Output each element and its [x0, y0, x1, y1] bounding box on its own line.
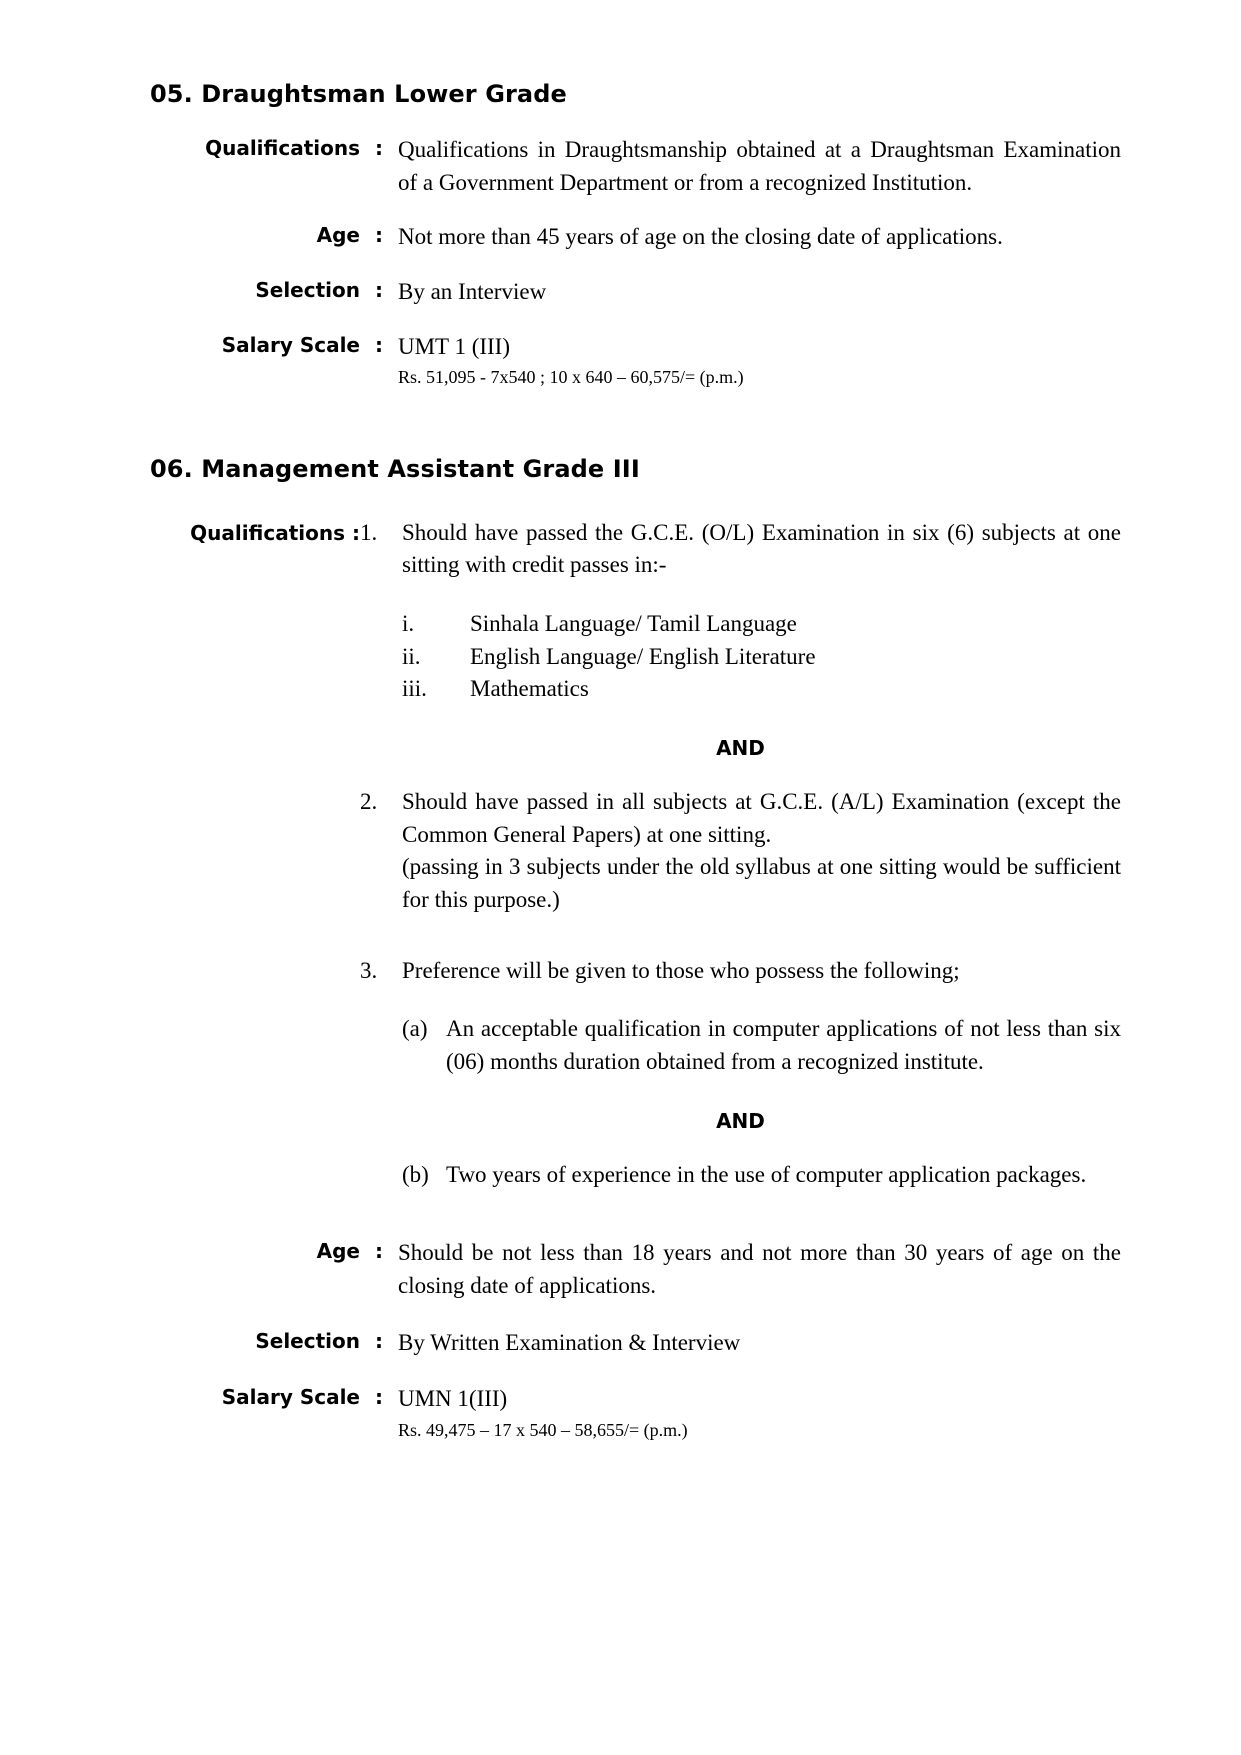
field-colon: :	[375, 332, 383, 357]
field-value-salary-scale-06	[398, 1383, 1121, 1443]
list-item	[402, 641, 1121, 674]
section-heading-06: 06. Management Assistant Grade III	[150, 454, 640, 483]
field-colon: :	[375, 1328, 383, 1353]
preference-item-b	[360, 1159, 1121, 1192]
field-label-salary-scale: Salary Scale	[221, 332, 360, 357]
field-colon: :	[375, 223, 383, 248]
preference-item-a-marker: (a)	[402, 1016, 428, 1042]
qualification-item-3-number: 3.	[360, 957, 378, 983]
field-value-qualifications: Qualifications in Draughtsmanship obtained at a Draughtsman Examination of a Government Department or from a recognized Institution.	[398, 137, 1121, 195]
field-colon: :	[375, 136, 383, 160]
salary-scale-code-06: UMN 1(III)	[398, 1386, 508, 1412]
qualification-item-1-text: Should have passed the G.C.E. (O/L) Examination in six (6) subjects at one sitting with credit passes in:-	[402, 519, 1121, 578]
roman-text: English Language/ English Literature	[470, 643, 816, 669]
field-row-selection	[150, 276, 1121, 309]
spacer	[360, 917, 1121, 955]
qualification-item-2	[360, 786, 1121, 851]
field-label-selection-06: Selection	[255, 1328, 360, 1353]
qualification-item-3-text: Preference will be given to those who possess the following;	[402, 957, 960, 983]
roman-number: iii.	[402, 676, 427, 702]
field-value-selection-06: By Written Examination & Interview	[398, 1329, 741, 1355]
salary-scale-detail: Rs. 51,095 - 7x540 ; 10 x 640 – 60,575/= (p.m.)	[398, 367, 744, 388]
field-value-age-06: Should be not less than 18 years and not more than 30 years of age on the closing date of applications.	[398, 1240, 1121, 1299]
roman-text: Sinhala Language/ Tamil Language	[470, 611, 797, 637]
roman-text: Mathematics	[470, 676, 589, 702]
field-colon: :	[375, 1385, 383, 1410]
preference-item-b-marker: (b)	[402, 1161, 429, 1187]
field-value-age: Not more than 45 years of age on the closing date of applications.	[398, 224, 1003, 250]
field-label-salary-scale-06: Salary Scale	[221, 1385, 360, 1410]
field-row-qualifications	[150, 134, 1121, 199]
salary-scale-code: UMT 1 (III)	[398, 333, 510, 359]
field-row-age	[150, 221, 1121, 254]
section-heading-05: 05. Draughtsman Lower Grade	[150, 80, 567, 108]
preference-item-a	[360, 1013, 1121, 1078]
and-connector-1: AND	[716, 736, 765, 761]
field-label-selection: Selection	[255, 277, 360, 302]
field-colon: :	[375, 277, 383, 302]
section-management-assistant-grade-iii	[150, 455, 1121, 1444]
qualification-item-1-number: 1.	[360, 519, 378, 545]
salary-scale-detail-06: Rs. 49,475 – 17 x 540 – 58,655/= (p.m.)	[398, 1419, 688, 1440]
section-draughtsman-lower-grade	[150, 80, 1121, 391]
field-label-age: Age	[316, 223, 360, 248]
qualification-item-2-note	[360, 851, 1121, 916]
list-item	[402, 673, 1121, 706]
field-value-selection: By an Interview	[398, 278, 547, 304]
roman-number: i.	[402, 611, 415, 637]
field-row-qualifications-06	[150, 517, 1121, 1192]
qualification-item-3	[360, 955, 1121, 988]
field-label-qualifications: Qualifications	[205, 136, 360, 160]
preference-item-a-text: An acceptable qualification in computer applications of not less than six (06) months duration obtained from a recognized institute.	[446, 1016, 1121, 1075]
qualification-item-2-number: 2.	[360, 789, 378, 815]
qualification-item-2-main: Should have passed in all subjects at G.C.E. (A/L) Examination (except the Common General Papers) at one sitting.	[402, 789, 1121, 847]
qualifications-body	[360, 517, 1121, 1192]
qualification-item-2-text	[402, 786, 1121, 851]
qualification-item-1	[360, 517, 1121, 582]
qualification-subject-list	[360, 608, 1121, 706]
and-connector-2: AND	[716, 1108, 765, 1133]
qualification-item-2-note-text: (passing in 3 subjects under the old syllabus at one sitting would be sufficient for this purpose.)	[402, 854, 1121, 913]
field-row-age-06	[150, 1237, 1121, 1302]
field-label-qualifications-06: Qualifications :	[190, 520, 360, 545]
roman-number: ii.	[402, 643, 421, 669]
list-item	[402, 608, 1121, 641]
field-value-salary-scale	[398, 331, 1121, 391]
field-row-salary-scale	[150, 331, 1121, 391]
preference-item-b-text: Two years of experience in the use of computer application packages.	[446, 1161, 1087, 1187]
field-row-selection-06	[150, 1327, 1121, 1360]
field-label-age-06: Age	[316, 1239, 360, 1264]
spacer	[360, 987, 1121, 1013]
field-row-salary-scale-06	[150, 1383, 1121, 1443]
section-06-fields	[150, 1237, 1121, 1443]
field-colon: :	[375, 1239, 383, 1264]
